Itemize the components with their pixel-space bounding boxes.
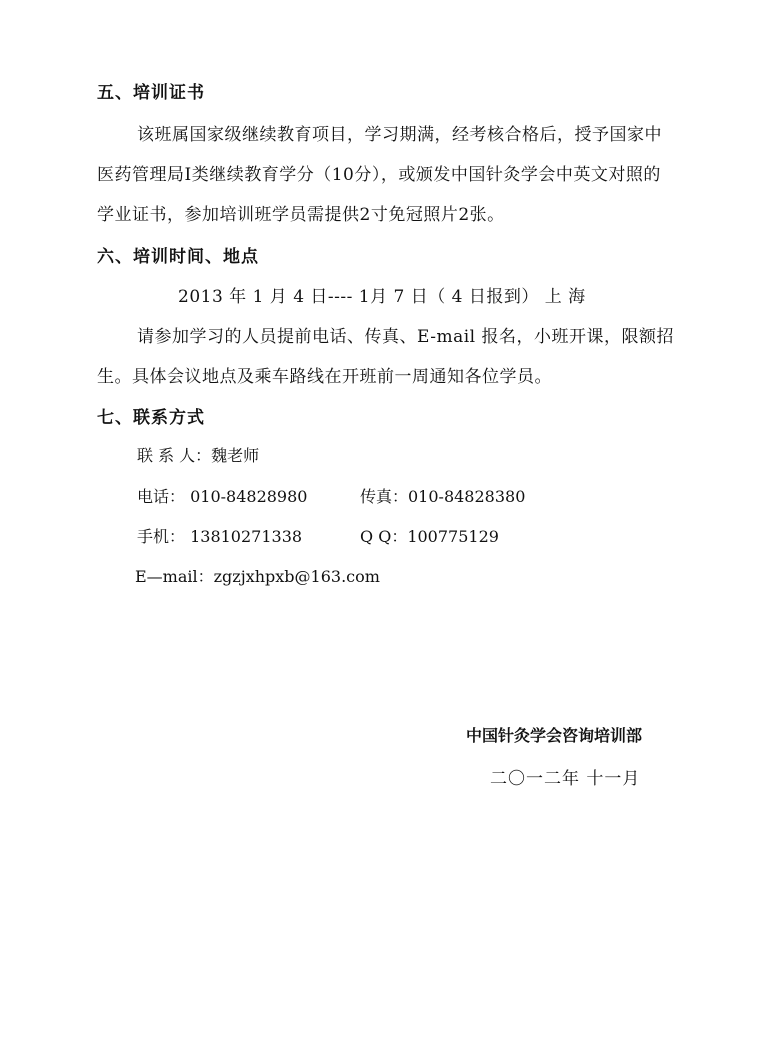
mobile-qq-row <box>137 524 499 547</box>
mobile-text: 手机： 13810271338 <box>137 527 303 546</box>
schedule-line: 2013 年 1 月 4 日---- 1月 7 日（ 4 日报到） 上 海 <box>178 287 586 307</box>
signature-date: 二〇一二年 十一月 <box>490 769 641 789</box>
phone-text: 电话： 010-84828980 <box>137 487 308 506</box>
section5-heading: 五、培训证书 <box>97 83 205 103</box>
contact-person-text: 联 系 人：魏老师 <box>137 446 260 465</box>
section5-line-3: 学业证书，参加培训班学员需提供2寸免冠照片2张。 <box>97 205 505 225</box>
section6-line-2: 生。具体会议地点及乘车路线在开班前一周通知各位学员。 <box>97 367 552 387</box>
section5-line-1: 该班属国家级继续教育项目，学习期满，经考核合格后，授予国家中 <box>137 125 662 145</box>
email-row <box>135 564 380 587</box>
signature-org: 中国针灸学会咨询培训部 <box>466 726 643 745</box>
section5-line-2: 医药管理局I类继续教育学分（10分），或颁发中国针灸学会中英文对照的 <box>97 165 661 185</box>
fax-text: 传真：010-84828380 <box>360 487 526 506</box>
qq-text: Q Q：100775129 <box>360 527 499 546</box>
section6-line-1: 请参加学习的人员提前电话、传真、E-mail 报名，小班开课，限额招 <box>137 327 675 347</box>
section6-heading: 六、培训时间、地点 <box>97 247 259 267</box>
section7-heading: 七、联系方式 <box>97 408 205 428</box>
email-text: E—mail：zgzjxhpxb@163.com <box>135 567 380 586</box>
phone-fax-row <box>137 484 526 507</box>
contact-person <box>137 443 259 466</box>
